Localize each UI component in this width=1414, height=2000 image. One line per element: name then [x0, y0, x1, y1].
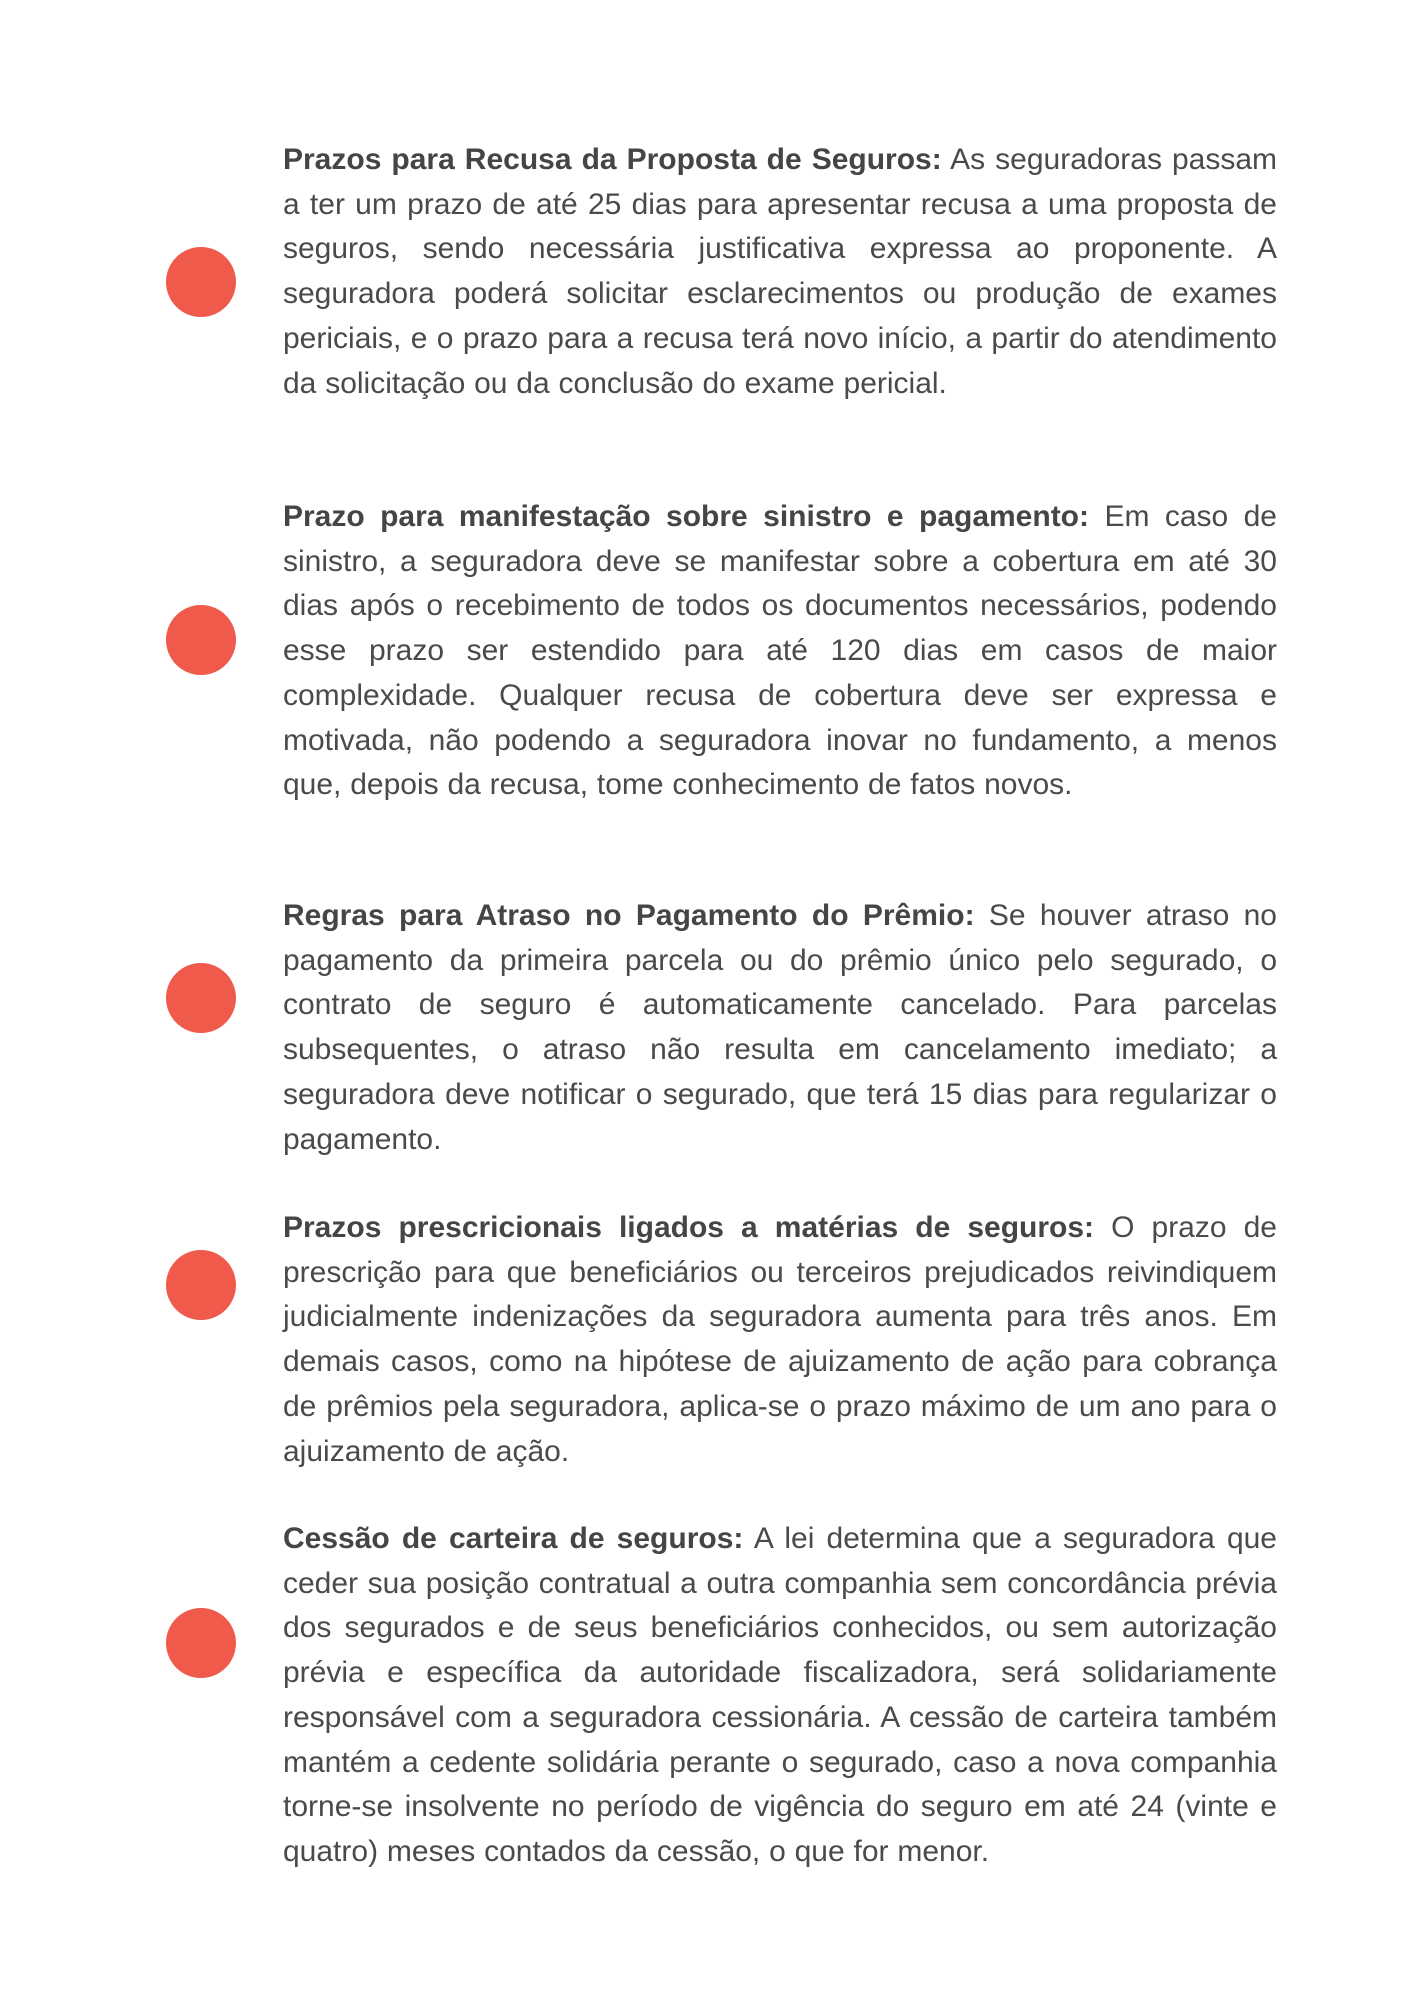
paragraph-heading: Prazos prescricionais ligados a matérias de seguros:	[283, 1211, 1095, 1244]
bullet-dot	[166, 605, 236, 675]
paragraph-body: A lei determina que a seguradora que ceder sua posição contratual a outra companhia sem concordância prévia dos segurados e de seus beneficiários conhecidos, ou sem autorização prévia e específica da autoridade fiscalizadora, será solidariamente responsável com a seguradora cessionária. A cessão de carteira também mantém a cedente solidária perante o segurado, caso a nova companhia torne-se insolvente no período de vigência do seguro em até 24 (vinte e quatro) meses contados da cessão, o que for menor.	[283, 1522, 1277, 1868]
bullet-dot	[166, 1608, 236, 1678]
paragraph-body: Em caso de sinistro, a seguradora deve se manifestar sobre a cobertura em até 30 dias após o recebimento de todos os documentos necessários, podendo esse prazo ser estendido para até 120 dias em casos de maior complexidade. Qualquer recusa de cobertura deve ser expressa e motivada, não podendo a seguradora inovar no fundamento, a menos que, depois da recusa, tome conhecimento de fatos novos.	[283, 500, 1277, 802]
paragraph-body: As seguradoras passam a ter um prazo de até 25 dias para apresentar recusa a uma proposta de seguros, sendo necessária justificativa expressa ao proponente. A seguradora poderá solicitar esclarecimentos ou produção de exames periciais, e o prazo para a recusa terá novo início, a partir do atendimento da solicitação ou da conclusão do exame pericial.	[283, 143, 1278, 400]
paragraph-body: O prazo de prescrição para que beneficiários ou terceiros prejudicados reivindiquem judicialmente indenizações da seguradora aumenta para três anos. Em demais casos, como na hipótese de ajuizamento de ação para cobrança de prêmios pela seguradora, aplica-se o prazo máximo de um ano para o ajuizamento de ação.	[283, 1211, 1277, 1468]
paragraph-proposal-refusal	[283, 138, 1277, 406]
paragraph-premium-delay	[283, 894, 1277, 1162]
paragraph-heading: Prazos para Recusa da Proposta de Seguros:	[283, 143, 942, 176]
paragraph-body: Se houver atraso no pagamento da primeira parcela ou do prêmio único pelo segurado, o contrato de seguro é automaticamente cancelado. Para parcelas subsequentes, o atraso não resulta em cancelamento imediato; a seguradora deve notificar o segurado, que terá 15 dias para regularizar o pagamento.	[283, 899, 1277, 1156]
bullet-dot	[166, 1250, 236, 1320]
paragraph-heading: Cessão de carteira de seguros:	[283, 1522, 744, 1555]
paragraph-portfolio-assignment	[283, 1517, 1277, 1875]
bullet-dot	[166, 247, 236, 317]
paragraph-heading: Prazo para manifestação sobre sinistro e pagamento:	[283, 500, 1090, 533]
paragraph-prescription-terms	[283, 1206, 1277, 1474]
bullet-dot	[166, 963, 236, 1033]
paragraph-claim-manifestation	[283, 495, 1277, 808]
paragraph-heading: Regras para Atraso no Pagamento do Prêmio:	[283, 899, 975, 932]
